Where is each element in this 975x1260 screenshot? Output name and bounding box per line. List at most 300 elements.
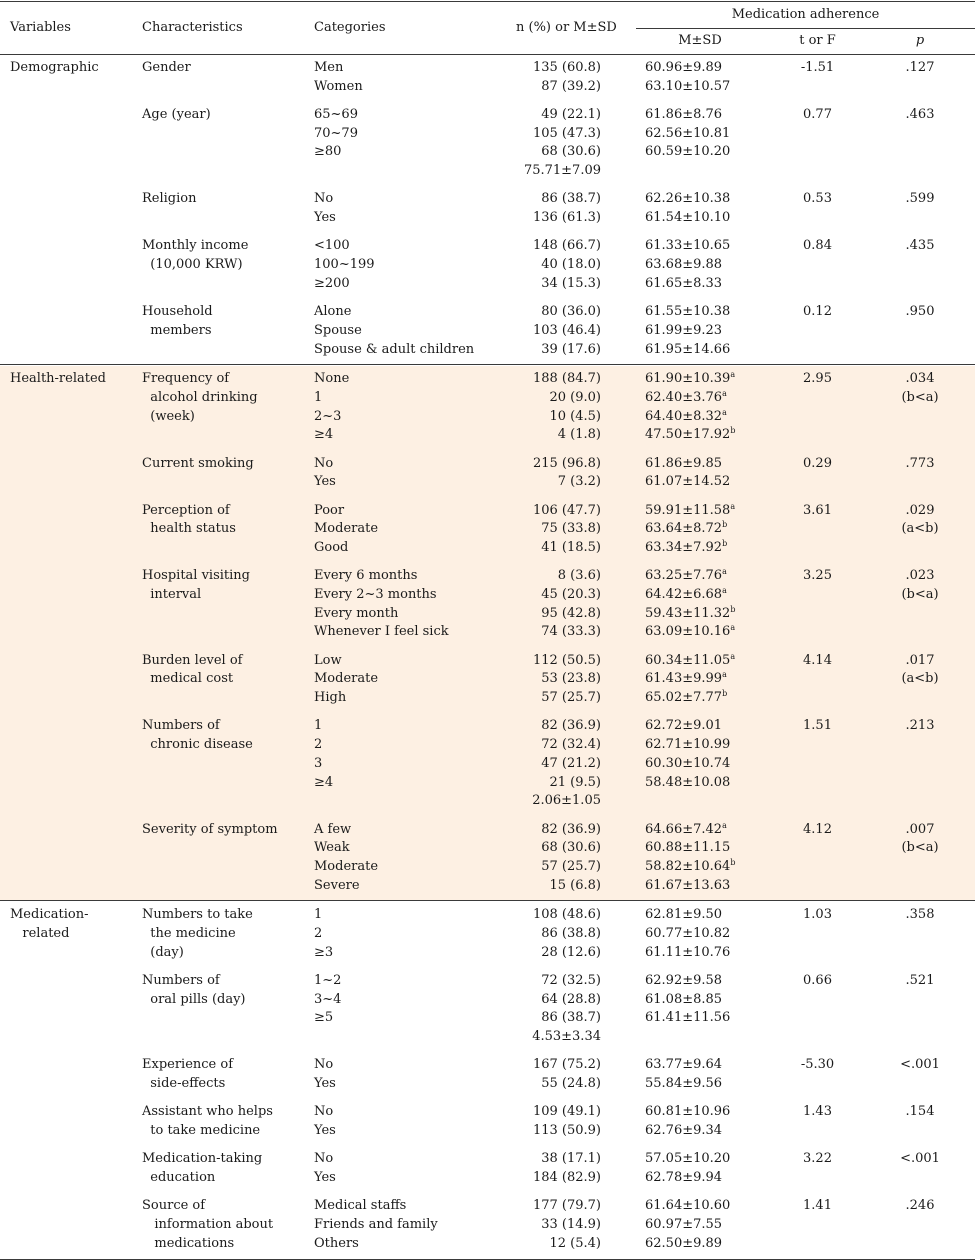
n-pct-value: 8 (3.6) [557,568,601,584]
n-pct-value: 148 (66.7) [532,238,601,254]
n-pct-value: 49 (22.1) [541,107,601,122]
n-pct-value: 86 (38.7) [541,1010,601,1026]
category-label: Poor [314,502,345,518]
adherence-msd-value [645,944,730,963]
msd-number: 64.42±6.68 [645,587,723,602]
adherence-msd-value [645,303,730,322]
adherence-msd-value [645,623,735,642]
category-label: Low [314,652,342,668]
msd-number: 61.64±10.60 [645,1198,731,1214]
msd-number: 60.77±10.82 [645,926,731,941]
n-pct-value: 72 (32.4) [541,737,601,753]
msd-number: 63.10±10.57 [645,78,731,94]
characteristic-label: Current smoking [142,455,254,471]
p-value: .007 [905,821,935,837]
header-n-pct: n (%) or M±SD [516,20,617,35]
category-label: 1~2 [314,973,342,988]
p-value: .023 [905,568,935,584]
posthoc-comparison: (b<a) [901,587,939,602]
msd-number: 47.50±17.92 [645,427,731,443]
msd-number: 61.86±9.85 [645,455,723,471]
category-label: Alone [314,304,352,320]
category-label: Medical staffs [314,1198,407,1214]
adherence-msd-value [645,652,735,671]
n-pct-value: 34 (15.3) [541,275,601,291]
msd-number: 61.07±14.52 [645,474,731,490]
t-or-f-value: 1.51 [803,718,832,734]
adherence-msd-value [645,925,730,944]
characteristic-label: Perception of health status [142,502,236,537]
category-label: 1 [314,718,323,734]
category-label: Women [314,78,363,94]
t-or-f-value: 3.61 [803,502,832,518]
adherence-msd-value [645,1056,722,1075]
p-value: .127 [905,60,935,75]
n-pct-value: 21 (9.5) [549,774,601,790]
msd-number: 60.81±10.96 [645,1104,731,1120]
t-or-f-value: 3.25 [803,568,832,584]
t-or-f-value: -1.51 [800,60,835,75]
n-pct-value: 7 (3.2) [557,474,601,490]
msd-number: 63.34±7.92 [645,540,723,555]
p-value: .029 [905,502,935,518]
n-pct-value: 74 (33.3) [541,624,601,640]
category-label: Weak [314,840,350,856]
n-pct-value: 64 (28.8) [541,991,601,1007]
adherence-msd-value [645,717,722,736]
n-pct-value: 106 (47.7) [532,502,601,518]
msd-number: 60.96±9.89 [645,60,723,75]
n-pct-value: 215 (96.8) [532,455,601,471]
adherence-msd-value [645,256,722,275]
n-pct-value: 109 (49.1) [532,1104,601,1120]
n-pct-value: 12 (5.4) [549,1235,601,1251]
posthoc-superscript: b [730,604,736,614]
n-pct-value: 80 (36.0) [541,304,601,320]
header-p: p [915,33,925,48]
adherence-msd-value [645,877,730,896]
t-or-f-value: 0.53 [803,191,832,207]
adherence-msd-value [645,906,722,925]
t-or-f-value: 0.66 [803,973,832,988]
adherence-msd-value [645,1169,722,1188]
adherence-msd-value [645,275,722,294]
category-label: 70~79 [314,125,358,141]
n-pct-value: 95 (42.8) [541,605,601,621]
n-pct-value: 45 (20.3) [541,587,601,602]
n-pct-value: 68 (30.6) [541,840,601,856]
p-value: <.001 [900,1151,940,1167]
n-pct-value: 4 (1.8) [557,427,601,443]
msd-number: 63.09±10.16 [645,624,731,640]
category-label: ≥5 [314,1010,334,1026]
adherence-msd-value [645,774,730,793]
msd-number: 60.88±11.15 [645,840,731,856]
category-label: Spouse & adult children [314,341,475,357]
msd-number: 59.91±11.58 [645,502,731,518]
n-pct-value: 68 (30.6) [541,144,601,160]
category-label: ≥80 [314,144,342,160]
posthoc-superscript: a [730,651,736,661]
adherence-msd-value [645,455,722,474]
adherence-msd-value [645,59,722,78]
header-t-or-f: t or F [799,33,836,48]
n-pct-value: 40 (18.0) [541,257,601,273]
n-pct-value: 188 (84.7) [532,371,601,387]
category-label: Yes [314,1123,336,1139]
n-pct-value: 10 (4.5) [549,408,601,424]
category-label: None [314,371,350,387]
n-pct-value: 57 (25.7) [541,858,601,874]
posthoc-superscript: b [722,539,728,548]
category-label: Yes [314,474,336,490]
p-value: .154 [905,1104,935,1120]
n-pct-value: 75.71±7.09 [523,163,601,179]
adherence-msd-value [645,972,722,991]
posthoc-comparison: (b<a) [901,840,939,856]
posthoc-superscript: a [730,623,736,633]
n-pct-value: 72 (32.5) [541,973,601,988]
table-top-rule [0,1,975,2]
posthoc-superscript: b [722,689,728,699]
msd-number: 61.99±9.23 [645,322,723,338]
category-label: Moderate [314,858,379,874]
characteristic-label: Experience of side-effects [142,1057,234,1092]
category-label: Every 6 months [314,568,418,584]
category-label: 65~69 [314,107,358,122]
adherence-msd-value [645,1103,730,1122]
posthoc-comparison: (a<b) [901,521,939,537]
posthoc-superscript: a [722,388,727,398]
category-label: No [314,191,334,207]
posthoc-comparison: (a<b) [901,671,939,687]
header-variables: Variables [10,20,71,35]
n-pct-value: 33 (14.9) [541,1217,601,1233]
adherence-msd-value [645,190,730,209]
n-pct-value: 112 (50.5) [532,652,601,668]
msd-number: 61.67±13.63 [645,877,731,893]
category-label: ≥3 [314,944,334,960]
posthoc-superscript: b [722,520,728,530]
adherence-msd-value [645,1075,722,1094]
msd-number: 61.11±10.76 [645,944,731,960]
msd-number: 61.86±8.76 [645,107,723,122]
t-or-f-value: 4.12 [803,821,832,837]
t-or-f-value: 2.95 [803,371,832,387]
category-label: Yes [314,1076,336,1092]
adherence-msd-value [645,209,730,228]
adherence-msd-value [645,839,730,858]
header-characteristics: Characteristics [142,20,243,35]
msd-number: 58.82±10.64 [645,858,731,874]
characteristic-label: Gender [142,60,191,75]
category-label: 1 [314,389,323,405]
t-or-f-value: 0.12 [803,304,832,320]
msd-number: 62.92±9.58 [645,973,723,988]
n-pct-value: 167 (75.2) [532,1057,601,1073]
header-msd: M±SD [678,33,722,48]
msd-number: 60.30±10.74 [645,755,731,771]
adherence-msd-value [645,1150,730,1169]
characteristic-label: Hospital visiting interval [142,568,250,602]
n-pct-value: 105 (47.3) [532,125,601,141]
adherence-msd-value [645,389,727,408]
category-label: High [314,690,347,706]
n-pct-value: 82 (36.9) [541,718,601,734]
t-or-f-value: 4.14 [803,652,832,668]
characteristic-label: Age (year) [142,107,211,122]
msd-number: 62.71±10.99 [645,737,731,753]
msd-number: 63.68±9.88 [645,257,723,273]
msd-number: 63.77±9.64 [645,1057,723,1073]
characteristic-label: Household members [142,304,213,338]
msd-number: 60.97±7.55 [645,1217,723,1233]
posthoc-superscript: a [730,501,736,511]
category-label: 2~3 [314,408,342,424]
n-pct-value: 2.06±1.05 [532,793,601,809]
p-value: <.001 [900,1057,940,1073]
characteristic-label: Monthly income (10,000 KRW) [142,238,249,273]
characteristic-label: Assistant who helps to take medicine [142,1104,273,1139]
adherence-msd-value [645,991,722,1010]
n-pct-value: 108 (48.6) [532,907,601,923]
n-pct-value: 15 (6.8) [549,877,601,893]
t-or-f-value: 1.41 [803,1198,832,1214]
msd-number: 62.50±9.89 [645,1235,723,1251]
posthoc-superscript: a [730,370,736,380]
adherence-msd-value [645,502,735,521]
msd-number: 64.66±7.42 [645,821,723,837]
category-label: Yes [314,210,336,226]
adherence-msd-value [645,586,727,605]
n-pct-value: 177 (79.7) [532,1198,601,1214]
t-or-f-value: 0.29 [803,455,832,471]
msd-number: 61.08±8.85 [645,991,723,1007]
adherence-msd-value [645,322,722,341]
category-label: 2 [314,926,323,941]
category-label: ≥4 [314,427,334,443]
msd-number: 62.81±9.50 [645,907,723,923]
msd-number: 62.72±9.01 [645,718,723,734]
n-pct-value: 20 (9.0) [549,389,601,405]
header-categories: Categories [314,20,386,35]
n-pct-value: 184 (82.9) [532,1170,601,1186]
n-pct-value: 136 (61.3) [532,210,601,226]
category-label: Severe [314,877,360,893]
posthoc-comparison: (b<a) [901,389,939,405]
msd-number: 61.43±9.99 [645,671,723,687]
p-value: .213 [905,718,935,734]
adherence-msd-value [645,821,727,840]
n-pct-value: 135 (60.8) [532,60,601,75]
n-pct-value: 86 (38.7) [541,191,601,207]
msd-number: 57.05±10.20 [645,1151,731,1167]
adherence-msd-value [645,125,730,144]
msd-number: 61.65±8.33 [645,275,723,291]
p-value: .950 [905,304,935,320]
n-pct-value: 4.53±3.34 [532,1029,601,1045]
p-value: .034 [905,371,935,387]
adherence-msd-value [645,237,730,256]
characteristic-label: Numbers of oral pills (day) [142,973,246,1007]
msd-number: 59.43±11.32 [645,605,731,621]
msd-number: 62.26±10.38 [645,191,731,207]
msd-number: 61.95±14.66 [645,341,731,357]
category-label: Every month [314,605,399,621]
characteristic-label: Medication-taking education [142,1151,263,1186]
adherence-msd-value [645,341,730,360]
msd-number: 55.84±9.56 [645,1076,723,1092]
group-divider-rule [0,900,975,901]
n-pct-value: 57 (25.7) [541,690,601,706]
msd-number: 62.56±10.81 [645,125,731,141]
category-label: 3~4 [314,991,342,1007]
t-or-f-value: 0.84 [803,238,832,254]
n-pct-value: 39 (17.6) [541,341,601,357]
category-label: Moderate [314,521,379,537]
adherence-msd-value [645,567,727,586]
p-value: .463 [905,107,935,122]
adherence-msd-value [645,1197,730,1216]
category-label: No [314,1057,334,1073]
msd-number: 62.76±9.34 [645,1123,723,1139]
t-or-f-value: 1.03 [803,907,832,923]
p-value: .599 [905,191,935,207]
p-value: .773 [905,455,935,471]
category-label: Friends and family [314,1217,438,1233]
n-pct-value: 86 (38.8) [541,926,601,941]
t-or-f-value: 1.43 [803,1104,832,1120]
category-label: Good [314,540,349,555]
posthoc-superscript: a [722,586,727,595]
characteristic-label: Burden level of medical cost [142,652,243,687]
n-pct-value: 87 (39.2) [541,78,601,94]
variable-group-label: Medication- related [10,907,89,941]
posthoc-superscript: a [722,820,727,830]
n-pct-value: 55 (24.8) [541,1076,601,1092]
header-bottom-rule [0,54,975,55]
characteristic-label: Frequency of alcohol drinking (week) [142,371,258,424]
table-bottom-rule [0,1259,975,1260]
msd-number: 61.33±10.65 [645,238,731,254]
category-label: ≥4 [314,774,334,790]
msd-number: 63.25±7.76 [645,568,723,584]
category-label: No [314,1151,334,1167]
adherence-msd-value [645,408,727,427]
group-header-rule [636,28,975,29]
adherence-msd-value [645,106,722,125]
posthoc-superscript: a [722,407,727,417]
n-pct-value: 41 (18.5) [541,540,601,555]
group-divider-rule [0,364,975,365]
header-medication-adherence: Medication adherence [731,7,880,22]
posthoc-superscript: a [722,670,727,680]
adherence-msd-value [645,539,727,558]
adherence-msd-value [645,736,730,755]
variable-group-label: Demographic [10,60,99,75]
msd-number: 61.55±10.38 [645,304,731,320]
msd-number: 61.41±11.56 [645,1010,731,1026]
category-label: <100 [314,238,350,254]
p-value: .435 [905,238,935,254]
category-label: ≥200 [314,275,350,291]
n-pct-value: 75 (33.8) [541,521,601,537]
posthoc-superscript: b [730,426,736,436]
adherence-msd-value [645,858,735,877]
adherence-msd-value [645,78,730,97]
msd-number: 58.48±10.08 [645,774,731,790]
adherence-msd-value [645,370,735,389]
n-pct-value: 82 (36.9) [541,821,601,837]
n-pct-value: 38 (17.1) [541,1151,601,1167]
adherence-msd-value [645,1235,722,1254]
n-pct-value: 103 (46.4) [532,322,601,338]
msd-number: 62.40±3.76 [645,389,723,405]
p-value: .246 [905,1198,935,1214]
adherence-msd-value [645,670,727,689]
category-label: Yes [314,1170,336,1186]
msd-number: 62.78±9.94 [645,1170,723,1186]
category-label: Spouse [314,322,362,338]
msd-number: 60.59±10.20 [645,144,731,160]
characteristic-label: Numbers to take the medicine (day) [142,907,253,960]
category-label: 2 [314,737,323,753]
category-label: 3 [314,755,323,771]
t-or-f-value: -5.30 [800,1057,835,1073]
msd-number: 61.54±10.10 [645,210,731,226]
adherence-msd-value [645,689,727,708]
n-pct-value: 47 (21.2) [541,755,601,771]
category-label: No [314,455,334,471]
adherence-msd-value [645,426,735,445]
characteristic-label: Religion [142,191,197,207]
msd-number: 63.64±8.72 [645,521,723,537]
category-label: Others [314,1235,359,1251]
t-or-f-value: 3.22 [803,1151,832,1167]
n-pct-value: 53 (23.8) [541,671,601,687]
category-label: 1 [314,907,323,923]
adherence-msd-value [645,143,730,162]
msd-number: 65.02±7.77 [645,690,723,706]
characteristic-label: Severity of symptom [142,821,278,837]
msd-number: 60.34±11.05 [645,652,731,668]
category-label: A few [314,821,352,837]
characteristic-label: Source of information about medications [142,1198,274,1251]
posthoc-superscript: a [722,567,727,577]
n-pct-value: 113 (50.9) [532,1123,601,1139]
category-label: 100~199 [314,257,375,273]
adherence-msd-value [645,755,730,774]
characteristic-label: Numbers of chronic disease [142,718,253,753]
category-label: Whenever I feel sick [314,624,449,640]
posthoc-superscript: b [730,857,736,867]
msd-number: 61.90±10.39 [645,371,731,387]
adherence-msd-value [645,1009,730,1028]
n-pct-value: 28 (12.6) [541,944,601,960]
t-or-f-value: 0.77 [803,107,832,122]
category-label: Moderate [314,671,379,687]
adherence-msd-value [645,605,735,624]
adherence-msd-value [645,473,730,492]
p-value: .017 [905,652,935,668]
variable-group-label: Health-related [10,371,106,387]
adherence-msd-value [645,520,727,539]
p-value: .521 [905,973,935,988]
msd-number: 64.40±8.32 [645,408,723,424]
category-label: No [314,1104,334,1120]
adherence-msd-value [645,1122,722,1141]
adherence-msd-value [645,1216,722,1235]
